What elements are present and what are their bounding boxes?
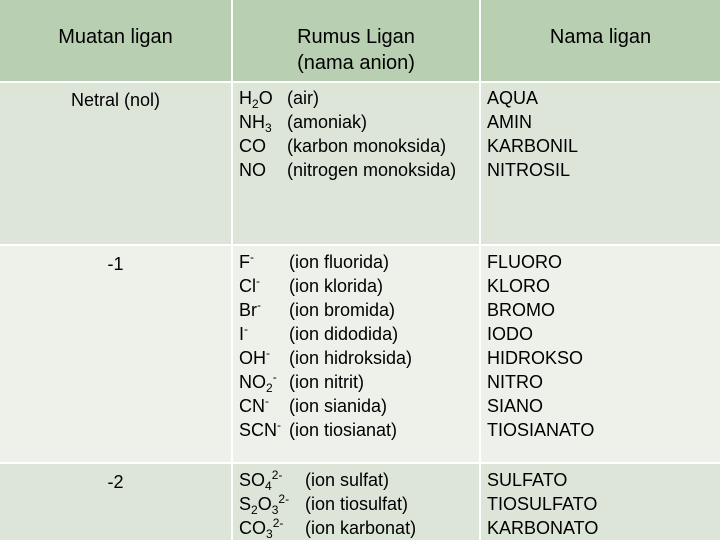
ligand-formula-line bbox=[239, 134, 477, 158]
ligand-formula-line bbox=[239, 86, 477, 110]
ligand-anion-name: (air) bbox=[287, 88, 319, 108]
ligand-anion-name: (ion nitrit) bbox=[289, 372, 365, 392]
ligand-name: NITRO bbox=[487, 372, 543, 392]
ligand-formula: $H_2O$ bbox=[239, 88, 273, 111]
ligand-name: BROMO bbox=[487, 300, 556, 320]
ligand-formula: SCN- bbox=[239, 418, 282, 440]
ligand-anion-name: (ion sianida) bbox=[289, 396, 388, 416]
ligand-formula-line bbox=[239, 516, 477, 540]
ligand-name: KARBONATO bbox=[487, 518, 599, 538]
ligand-formula-line bbox=[239, 394, 477, 418]
ligand-name: KARBONIL bbox=[487, 136, 579, 156]
formula-list-minus-1 bbox=[239, 250, 477, 442]
charge-neutral: Netral (nol) bbox=[70, 90, 161, 110]
ligand-formula-line bbox=[239, 110, 477, 134]
ligand-anion-name: (ion tiosulfat) bbox=[305, 494, 409, 514]
ligand-anion-name: (karbon monoksida) bbox=[287, 136, 447, 156]
ligand-formula: Cl- bbox=[239, 274, 260, 296]
ligand-name: TIOSIANATO bbox=[487, 420, 595, 440]
ligand-name: AQUA bbox=[487, 88, 539, 108]
formula-list-neutral bbox=[239, 86, 477, 182]
ligand-name: TIOSULFATO bbox=[487, 494, 598, 514]
ligand-name: AMIN bbox=[487, 112, 532, 132]
charge-minus-2: -2 bbox=[107, 472, 124, 492]
charge-minus-1: -1 bbox=[107, 254, 124, 274]
ligand-formula: $CO_3^{2-}$ bbox=[239, 516, 284, 541]
header-nama-ligan: Nama ligan bbox=[549, 26, 652, 48]
ligand-anion-name: (ion tiosianat) bbox=[289, 420, 398, 440]
ligand-formula: $SO_4^{2-}$ bbox=[239, 468, 283, 493]
ligand-formula-line bbox=[239, 418, 477, 442]
ligand-formula: $NH_3$ bbox=[239, 112, 272, 135]
ligand-anion-name: (ion bromida) bbox=[289, 300, 396, 320]
name-list-neutral bbox=[487, 86, 717, 182]
ligand-formula-line bbox=[239, 298, 477, 322]
ligand-formula-line bbox=[239, 322, 477, 346]
ligand-formula: $NO_2^-$ bbox=[239, 370, 277, 395]
ligand-name: KLORO bbox=[487, 276, 551, 296]
name-list-minus-2 bbox=[487, 468, 717, 540]
ligand-formula: CN- bbox=[239, 394, 269, 416]
ligand-formula: OH- bbox=[239, 346, 270, 368]
ligand-formula: F- bbox=[239, 250, 254, 272]
ligand-anion-name: (ion hidroksida) bbox=[289, 348, 413, 368]
ligand-formula-line bbox=[239, 274, 477, 298]
ligand-formula-line bbox=[239, 158, 477, 182]
ligand-formula-line bbox=[239, 370, 477, 394]
ligand-anion-name: (ion sulfat) bbox=[305, 470, 390, 490]
ligand-formula-line bbox=[239, 468, 477, 492]
ligand-formula-line bbox=[239, 492, 477, 516]
ligand-name: SULFATO bbox=[487, 470, 568, 490]
ligand-formula: $S_2O_3^{2-}$ bbox=[239, 492, 290, 517]
header-rumus-ligan: Rumus Ligan (nama anion) bbox=[297, 26, 415, 74]
ligand-formula-line bbox=[239, 346, 477, 370]
ligand-formula: NO bbox=[239, 160, 266, 180]
ligand-anion-name: (ion didodida) bbox=[289, 324, 399, 344]
ligand-formula: CO bbox=[239, 136, 266, 156]
ligand-anion-name: (ion klorida) bbox=[289, 276, 384, 296]
ligand-name: IODO bbox=[487, 324, 534, 344]
ligand-anion-name: (ion fluorida) bbox=[289, 252, 390, 272]
ligand-anion-name: (ion karbonat) bbox=[305, 518, 417, 538]
ligand-anion-name: (nitrogen monoksida) bbox=[287, 160, 457, 180]
header-muatan-ligan: Muatan ligan bbox=[58, 26, 173, 48]
name-list-minus-1 bbox=[487, 250, 717, 442]
ligand-name: FLUORO bbox=[487, 252, 563, 272]
ligand-anion-name: (amoniak) bbox=[287, 112, 368, 132]
ligand-formula: I- bbox=[239, 322, 249, 344]
ligand-name: SIANO bbox=[487, 396, 544, 416]
ligand-formula: Br- bbox=[239, 298, 261, 320]
ligand-formula-line bbox=[239, 250, 477, 274]
ligand-name: HIDROKSO bbox=[487, 348, 584, 368]
formula-list-minus-2 bbox=[239, 468, 477, 540]
ligand-name: NITROSIL bbox=[487, 160, 571, 180]
